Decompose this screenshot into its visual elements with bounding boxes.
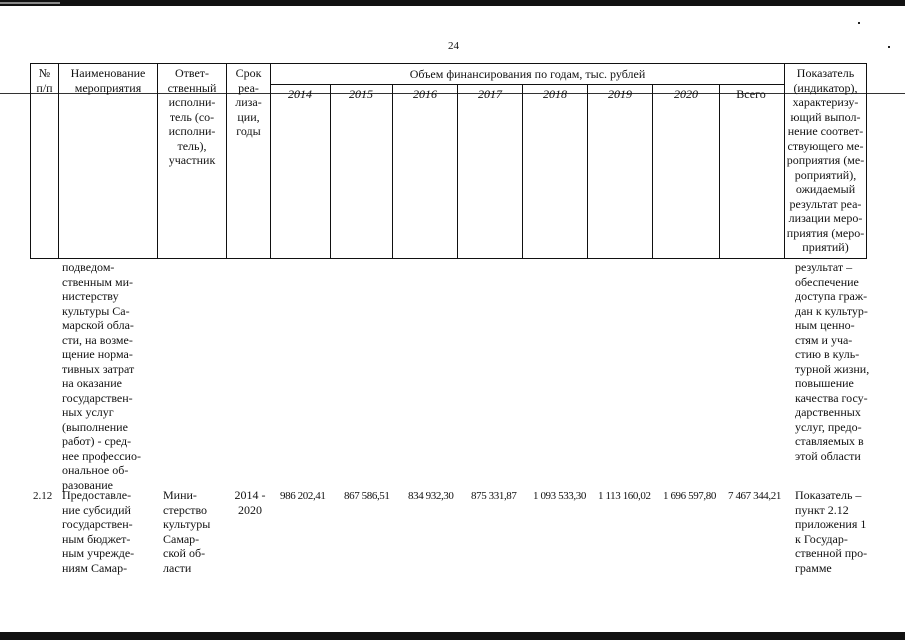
page-number: 24 (448, 40, 459, 52)
header-year-2015: 2015 (349, 87, 373, 101)
row-value-2019: 1 113 160,02 (598, 490, 651, 502)
scan-top-edge-mark (0, 2, 60, 4)
row-value-2018: 1 093 533,30 (533, 490, 586, 502)
header-year-2018: 2018 (543, 87, 567, 101)
row-name: Предоставле- ние субсидий государствен- ным бюджет- ным учрежде- ниям Самар- (62, 488, 135, 575)
scan-speck (858, 22, 860, 24)
header-col-indicator: Показатель (индикатор), характеризу- ющий выпол- нение соответ- ствующего ме- роприятия (ме- роприятий), ожидаемый результат реа- лизации меро- приятия (меро- приятий) (786, 66, 865, 254)
scan-speck (888, 46, 890, 48)
row-value-total: 7 467 344,21 (728, 490, 781, 502)
row-value-2017: 875 331,87 (471, 490, 517, 502)
header-col-name: Наименование мероприятия (70, 66, 146, 95)
row-value-2020: 1 696 597,80 (663, 490, 716, 502)
header-col-responsible: Ответ- ственный исполни- тель (со- исполни- тель), участник (167, 66, 217, 167)
scan-bottom-edge (0, 632, 905, 640)
continuation-indicator: результат – обеспечение доступа граж- дан к культур- ным ценно- стям и уча- стию в куль- турной жизни, повышение качества госу- дарственных услуг, предо- ставляемых в этой области (795, 260, 870, 463)
header-col-term: Срок реа- лиза- ции, годы (235, 66, 262, 138)
header-year-2017: 2017 (478, 87, 502, 101)
header-col-number: № п/п (36, 66, 53, 95)
row-value-2016: 834 932,30 (408, 490, 454, 502)
row-responsible: Мини- стерство культуры Самар- ской об- ласти (163, 488, 211, 575)
continuation-name: подведом- ственным ми- нистерству культуры Са- марской обла- сти, на возме- щение норма- тивных затрат на оказание государствен- ных услуг (выполнение работ) - сред- нее профессио- ональное об- разование (62, 260, 141, 492)
header-year-2019: 2019 (608, 87, 632, 101)
row-term: 2014 - 2020 (234, 488, 266, 517)
scan-top-edge (0, 0, 905, 6)
header-col-funding: Объем финансирования по годам, тыс. рублей (409, 67, 646, 81)
row-value-2015: 867 586,51 (344, 490, 390, 502)
header-year-2014: 2014 (288, 87, 312, 101)
row-value-2014: 986 202,41 (280, 490, 326, 502)
header-year-2020: 2020 (674, 87, 698, 101)
header-year-2016: 2016 (413, 87, 437, 101)
row-indicator: Показатель – пункт 2.12 приложения 1 к Государ- ственной про- грамме (795, 488, 868, 575)
row-number: 2.12 (33, 490, 53, 502)
header-total: Всего (736, 87, 766, 101)
